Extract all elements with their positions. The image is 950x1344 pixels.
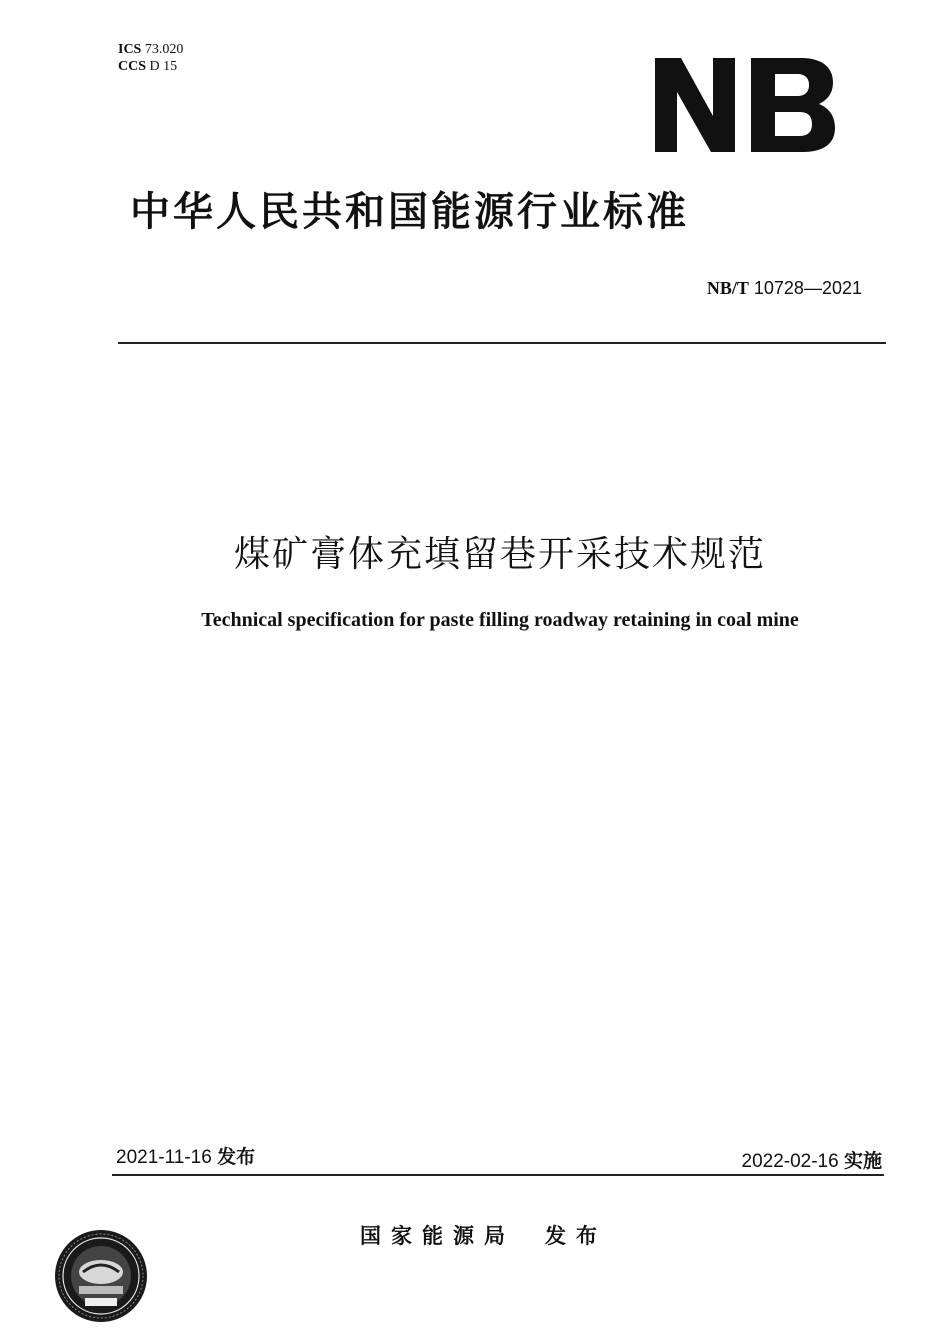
country-standard-title: 中华人民共和国能源行业标准 <box>130 189 689 235</box>
nb-logo <box>651 54 837 156</box>
ccs-code: CCS D 15 <box>118 59 178 74</box>
footer-divider <box>112 1174 884 1176</box>
issue-date: 2021-11-16 发布 <box>116 1146 256 1168</box>
standard-number: NB/T 10728—2021 <box>706 278 862 298</box>
ics-code: ICS 73.020 <box>118 42 184 57</box>
issuing-authority: 国家能源局 发布 <box>360 1224 607 1248</box>
classification-codes <box>118 41 183 75</box>
header-divider <box>118 342 886 344</box>
implementation-date: 2022-02-16 实施 <box>741 1150 882 1172</box>
quality-seal-icon <box>53 1228 149 1324</box>
document-title-en: Technical specification for paste filling roadway retaining in coal mine <box>201 609 799 631</box>
document-title-cn: 煤矿膏体充填留巷开采技术规范 <box>233 534 766 575</box>
